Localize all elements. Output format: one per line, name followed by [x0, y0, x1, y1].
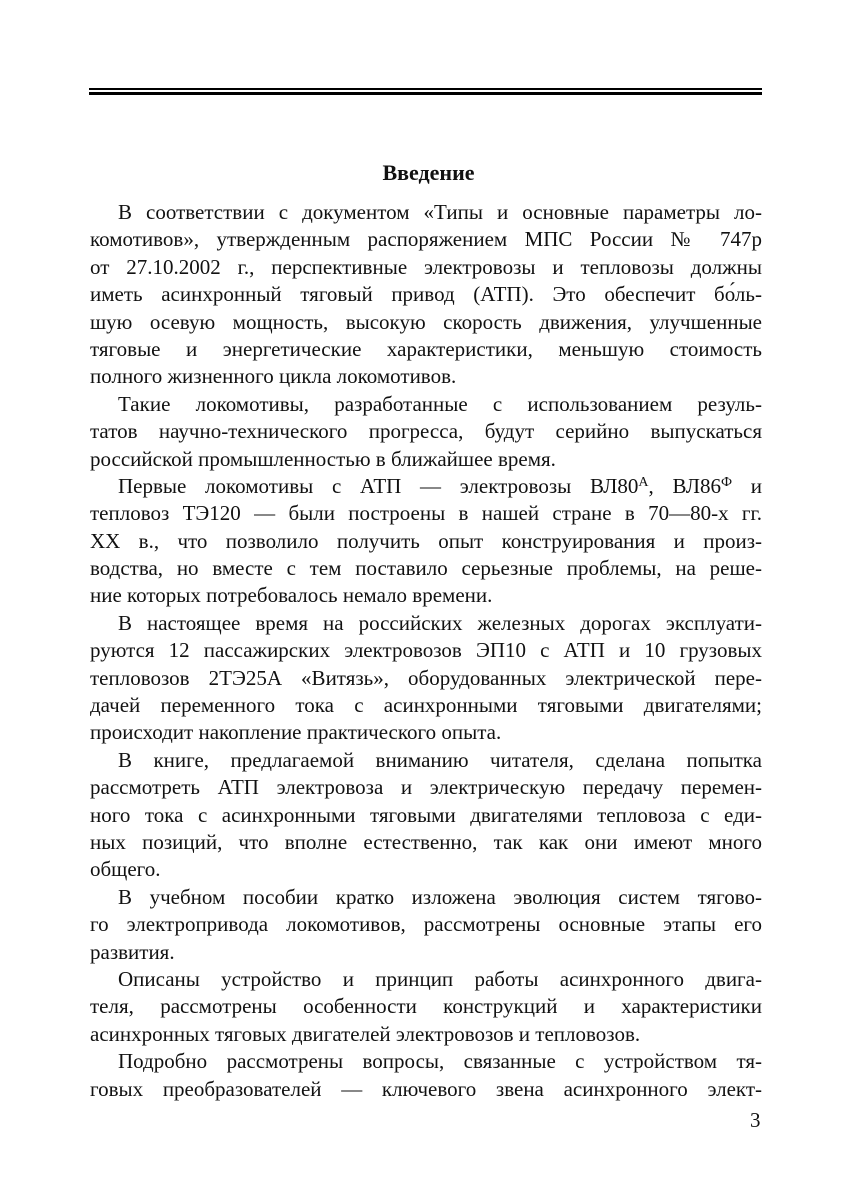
text-line: иметь асинхронный тяговый привод (АТП). Это обеспечит бо́ль- — [90, 282, 762, 307]
text-line: XX в., что позволило получить опыт конструирования и произ- — [90, 528, 762, 553]
text-line: от 27.10.2002 г., перспективные электровозы и тепловозы должны — [90, 254, 762, 279]
text-line: шую осевую мощность, высокую скорость движения, улучшенные — [90, 309, 762, 334]
text-line: общего. — [90, 857, 161, 882]
text-line: В соответствии с документом «Типы и основные параметры ло- — [118, 200, 762, 224]
text-line: происходит накопление практического опыта. — [90, 720, 502, 745]
text-line: тепловоз ТЭ120 — были построены в нашей стране в 70—80-х гг. — [90, 501, 762, 526]
body-text — [90, 199, 762, 1103]
text-line: рассмотреть АТП электровоза и электрическую передачу перемен- — [90, 775, 762, 800]
text-line: развития. — [90, 939, 175, 964]
text-line: водства, но вместе с тем поставило серьезные проблемы, на реше- — [90, 556, 762, 581]
text-fragment: Ф — [720, 474, 733, 490]
paragraph — [90, 966, 762, 1048]
paragraph — [90, 1048, 762, 1103]
text-line: асинхронных тяговых двигателей электровозов и тепловозов. — [90, 1021, 641, 1046]
text-line: ного тока с асинхронными тяговыми двигателями тепловоза с еди- — [90, 802, 762, 827]
text-fragment: А — [638, 474, 649, 490]
text-line: дачей переменного тока с асинхронными тяговыми двигателями; — [90, 693, 762, 718]
text-line: говых преобразователей — ключевого звена асинхронного элект- — [90, 1076, 762, 1101]
paragraph — [90, 610, 762, 747]
text-line: теля, рассмотрены особенности конструкций и характеристики — [90, 994, 762, 1019]
paragraph — [90, 391, 762, 473]
text-line: полного жизненного цикла локомотивов. — [90, 364, 457, 389]
text-line: Такие локомотивы, разработанные с использованием резуль- — [118, 391, 762, 416]
text-line: В книге, предлагаемой вниманию читателя, сделана попытка — [118, 747, 762, 772]
page-number: 3 — [750, 1108, 761, 1132]
text-line: го электропривода локомотивов, рассмотрены основные этапы его — [90, 912, 762, 937]
text-line: российской промышленностью в ближайшее время. — [90, 446, 556, 471]
text-line: ние которых потребовалось немало времени. — [90, 583, 493, 608]
header-rule-thick — [89, 92, 762, 95]
text-line: В учебном пособии кратко изложена эволюция систем тягово- — [118, 884, 762, 909]
header-rule-thin — [89, 88, 762, 90]
paragraph — [90, 747, 762, 884]
paragraph — [90, 473, 762, 610]
text-line — [90, 473, 762, 500]
paragraph — [90, 199, 762, 391]
text-line: комотивов», утвержденным распоряжением МПС России № 747р — [90, 227, 762, 252]
text-fragment: Первые локомотивы с АТП — электровозы ВЛ80 — [118, 473, 639, 498]
text-line: тепловозов 2ТЭ25А «Витязь», оборудованных электрической пере- — [90, 665, 762, 690]
text-line: Описаны устройство и принцип работы асинхронного двига- — [118, 966, 762, 991]
page-title: Введение — [382, 160, 475, 185]
text-line: татов научно-технического прогресса, будут серийно выпускаться — [90, 419, 762, 444]
text-fragment: и — [732, 473, 762, 498]
text-line: руются 12 пассажирских электровозов ЭП10 с АТП и 10 грузовых — [90, 638, 762, 663]
text-line: ных позиций, что вполне естественно, так как они имеют много — [90, 829, 762, 854]
text-fragment: , ВЛ86 — [648, 473, 721, 498]
paragraph — [90, 884, 762, 966]
text-line: Подробно рассмотрены вопросы, связанные с устройством тя- — [118, 1049, 762, 1074]
text-line: тяговые и энергетические характеристики, меньшую стоимость — [90, 336, 762, 361]
text-line: В настоящее время на российских железных дорогах эксплуати- — [118, 610, 762, 635]
